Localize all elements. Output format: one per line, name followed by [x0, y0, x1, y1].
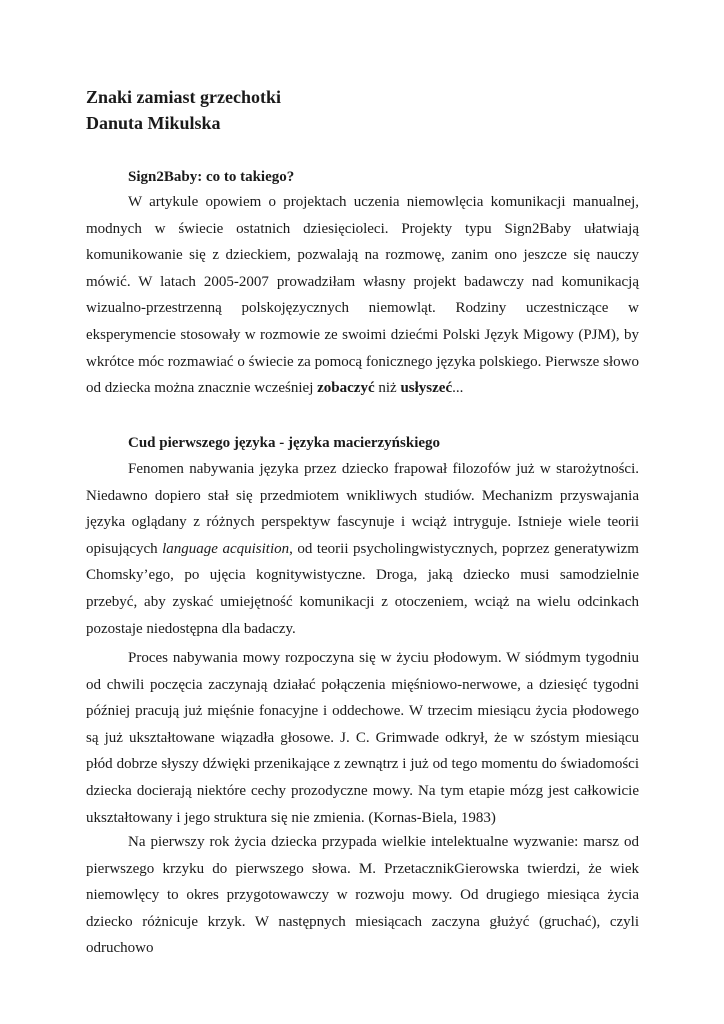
paragraph-intro: [86, 189, 639, 402]
paragraph-intro-text: W artykule opowiem o projektach uczenia niemowlęcia komunikacji manualnej, modnych w świecie ostatnich dziesięcioleci. Projekty typu Sign2Baby ułatwiają komunikowanie się z dzieckiem, pozwalają na rozmowę, zanim ono jeszcze się nauczy mówić. W latach 2005-2007 prowadziłam własny projekt badawczy nad komunikacją wizualno-przestrzenną polskojęzycznych niemowląt. Rodziny uczestniczące w eksperymencie stosowały w rozmowie ze swoimi dziećmi Polski Język Migowy (PJM), by wkrótce móc rozmawiać o świecie za pomocą fonicznego języka polskiego. Pierwsze słowo od dziecka można znacznie wcześniej: [86, 194, 639, 397]
paragraph-intro-than: niż: [374, 380, 401, 397]
emphasis-see: zobaczyć: [317, 380, 375, 397]
paragraph-prenatal: Proces nabywania mowy rozpoczyna się w życiu płodowym. W siódmym tygodniu od chwili poczęcia zaczynają działać połączenia mięśniowo-nerwowe, a dziesięć tygodni później pracują już mięśnie fonacyjne i oddechowe. W trzecim miesiącu życia płodowego są już ukształtowane wiązadła głosowe. J. C. Grimwade odkrył, że w szóstym miesiącu płód dobrze słyszy dźwięki przenikające z zewnątrz i już od tego momentu do świadomości dziecka docierają niektóre cechy prozodyczne mowy. Na tym etapie mózg jest całkowicie ukształtowany i jego struktura się nie zmienia. (Kornas-Biela, 1983): [86, 650, 639, 826]
section-heading-first-language: Cud pierwszego języka - języka macierzyńskiego: [128, 435, 441, 451]
emphasis-hear: usłyszeć: [400, 380, 453, 397]
paragraph-first-year: Na pierwszy rok życia dziecka przypada wielkie intelektualne wyzwanie: marsz od pierwszego krzyku do pierwszego słowa. M. PrzetacznikGierowska twierdzi, że wiek niemowlęcy to okres przygotowawczy w rozwoju mowy. Od drugiego miesiąca życia dziecko różnicuje krzyk. W następnych miesiącach zaczyna głużyć (gruchać), czyli odruchowo: [86, 834, 639, 957]
paragraph-intro-ellipsis: ...: [452, 380, 464, 397]
term-language-acquisition: language acquisition: [162, 540, 290, 557]
article-title: Znaki zamiast grzechotki: [86, 87, 281, 107]
paragraph-phenomenon-rest: , od teorii psycholingwistycznych, poprzez generatywizm Chomsky’ego, po ujęcia kognitywistyczne. Droga, jaką dziecko musi samodzielnie przebyć, aby zyskać umiejętność komunikacji z otoczeniem, wciąż na wielu odcinkach pozostaje niedostępna dla badaczy.: [86, 540, 639, 637]
article-author: Danuta Mikulska: [86, 113, 221, 133]
section-heading-sign2baby: Sign2Baby: co to takiego?: [128, 169, 295, 185]
paragraph-phenomenon-text: Fenomen nabywania języka przez dziecko frapował filozofów już w starożytności. Niedawno dopiero stał się przedmiotem wnikliwych studiów. Mechanizm przyswajania języka oglądany z różnych perspektyw fascynuje i wciąż intryguje. Istnieje wiele teorii opisujących: [86, 461, 639, 557]
paragraph-phenomenon: [86, 456, 639, 642]
